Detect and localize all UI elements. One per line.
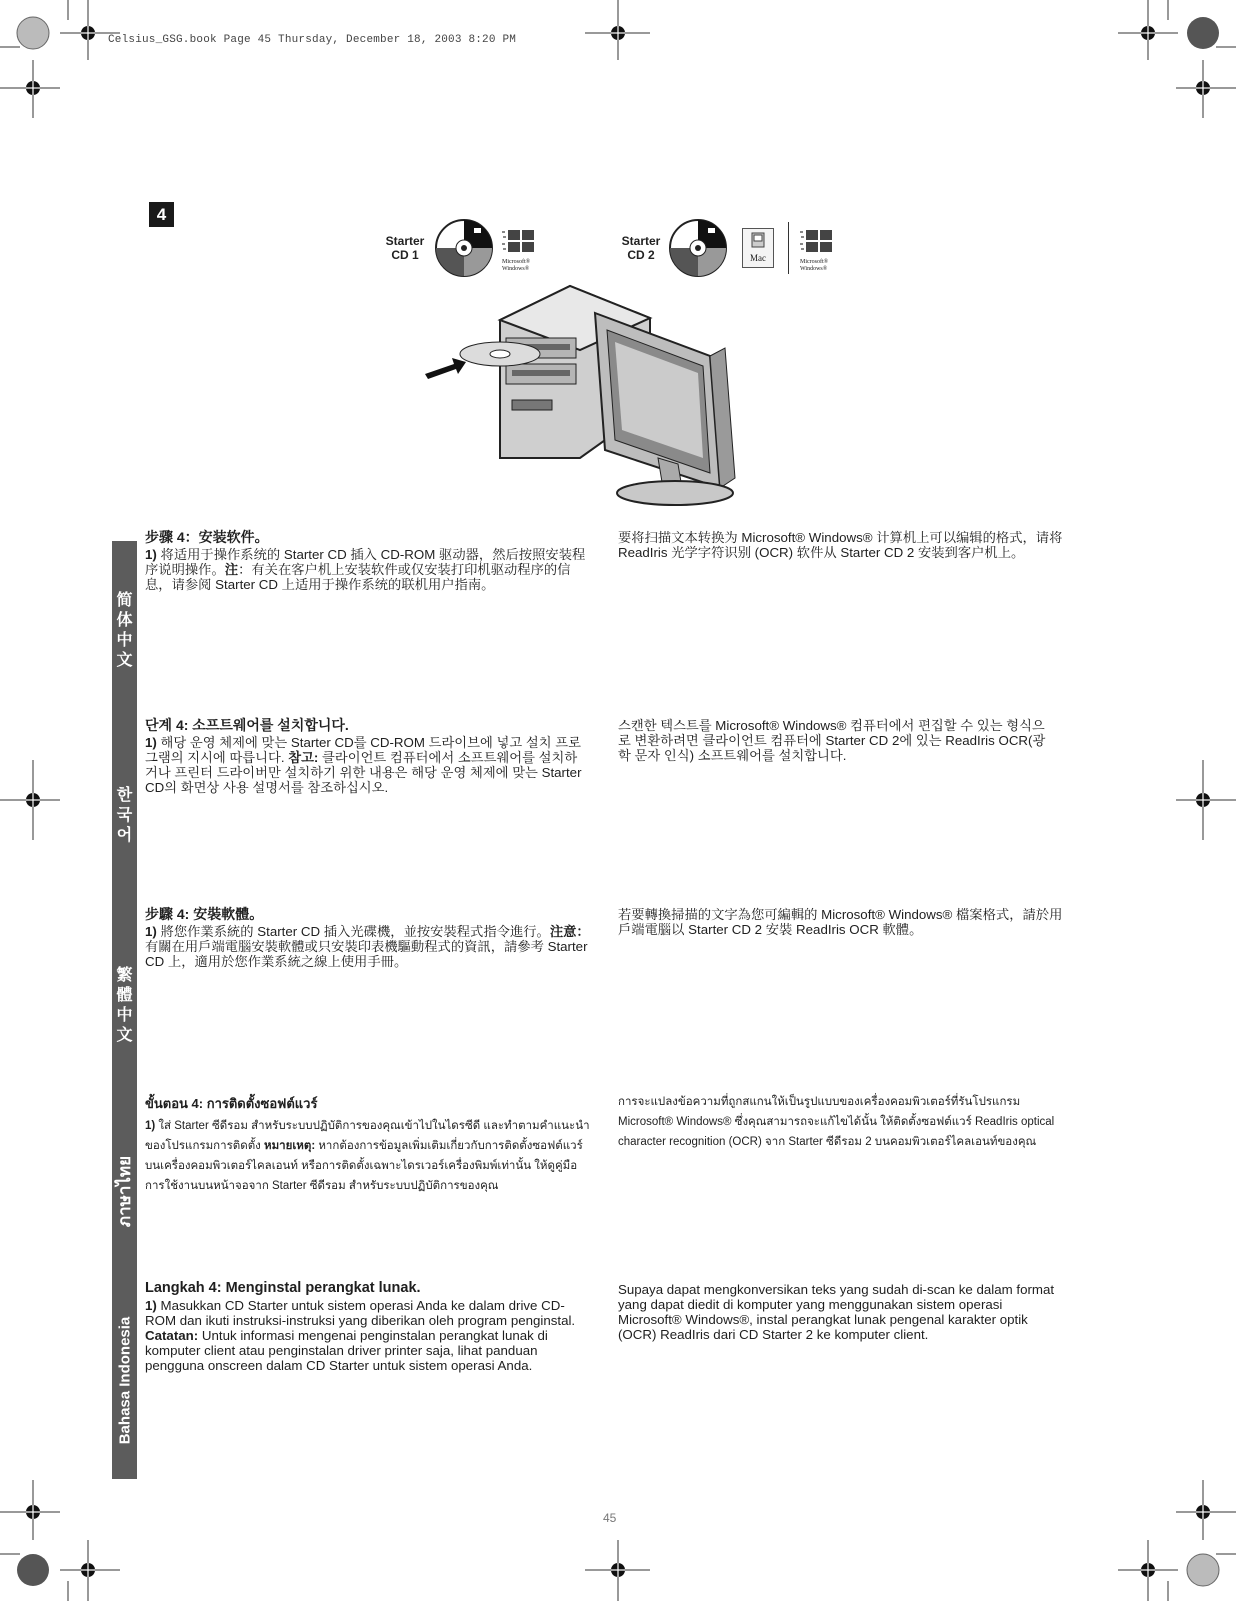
th-side-text: ภาษาไทย (115, 1155, 135, 1227)
note-label: 注 (224, 562, 239, 577)
sidebar-label-zh-tw (112, 911, 137, 1101)
mac-logo-icon (742, 228, 774, 268)
body-part-2: 有關在用戶端電腦安裝軟體或只安裝印表機驅動程式的資訊，請參考 Starter CD 上，適用於您作業系統之線上使用手冊。 (145, 939, 588, 969)
section-title: 步骤 4：安装软件。 (145, 529, 269, 545)
cd2-label (616, 234, 666, 262)
note-label: Catatan: (145, 1328, 199, 1343)
section-zh-cn-right (618, 530, 1063, 560)
step-number: 1) (145, 1120, 156, 1132)
cd2-label-line2: CD 2 (627, 248, 655, 262)
zh-tw-side-text: 繁體中文 (116, 967, 133, 1044)
cd2-label-line1: Starter (621, 234, 661, 248)
sidebar-label-ko (112, 721, 137, 911)
sidebar-label-zh-cn (112, 541, 137, 721)
section-body (145, 735, 585, 795)
section-body (145, 1298, 585, 1373)
cd-disc-icon (434, 218, 494, 278)
body-part-1: 해당 운영 체제에 맞는 Starter CD를 CD-ROM 드라이브에 넣고 설치 프로그램의 지시에 따릅니다. (145, 735, 581, 765)
cd-disc-icon (668, 218, 728, 278)
cd1-label-line1: Starter (385, 234, 425, 248)
section-th-right (618, 1092, 1063, 1152)
section-zh-tw-left (145, 907, 590, 969)
section-id-right (618, 1282, 1063, 1342)
note-label: 참고: (288, 750, 319, 765)
section-th-left (145, 1094, 590, 1196)
cd1-group (380, 218, 540, 278)
sidebar-label-th (112, 1101, 137, 1281)
section-zh-cn-left (145, 530, 590, 592)
id-side-text: Bahasa Indonesia (116, 1316, 134, 1444)
mac-label: Mac (750, 253, 766, 263)
logo-divider (788, 222, 789, 274)
section-title: Langkah 4: Menginstal perangkat lunak. (145, 1280, 421, 1296)
step-number: 1) (145, 735, 157, 750)
zh-cn-side-text: 简体中文 (116, 592, 133, 669)
section-right-text: 스캔한 텍스트를 Microsoft® Windows® 컴퓨터에서 편집할 수 있는 형식으로 변환하려면 클라이언트 컴퓨터에 Starter CD 2에 있는 ReadIris OCR(광학 문자 인식) 소프트웨어를 설치합니다. (618, 718, 1046, 763)
computer-illustration (420, 278, 760, 510)
cd2-group (616, 218, 846, 278)
section-right-text: 要将扫描文本转换为 Microsoft® Windows® 计算机上可以编辑的格式，请将 ReadIris 光学字符识别 (OCR) 软件从 Starter CD 2 安装到客户机上。 (618, 530, 1063, 560)
cd1-label-line2: CD 1 (391, 248, 419, 262)
section-ko-left (145, 718, 585, 795)
page-number: 45 (603, 1511, 617, 1525)
section-title: ขั้นตอน 4: การติดตั้งซอฟต์แวร์ (145, 1096, 318, 1111)
body-part-1: 将适用于操作系统的 Starter CD 插入 CD-ROM 驱动器，然后按照安装程序说明操作。 (145, 547, 586, 577)
ms-logo-line1: Microsoft® (800, 259, 829, 265)
language-sidebar (112, 541, 137, 1479)
section-title: 단계 4: 소프트웨어를 설치합니다. (145, 717, 349, 733)
section-body (145, 924, 590, 969)
section-body (145, 1116, 590, 1196)
ms-logo-line2: Windows® (502, 266, 530, 272)
step-number: 1) (145, 547, 157, 562)
step-number: 1) (145, 1298, 157, 1313)
body-part-2: หากต้องการข้อมูลเพิ่มเติมเกี่ยวกับการติดตั้งซอฟต์แวร์บนเครื่องคอมพิวเตอร์ไคลเอนท์ หรือการติดตั้งเฉพาะไดรเวอร์เครื่องพิมพ์เท่านั้น ให้ดูคู่มือการใช้งานบนหน้าจอจาก Starter ซีดีรอม สำหรับระบบปฏิบัติการของคุณ (145, 1140, 583, 1192)
step-badge: 4 (149, 202, 174, 227)
section-body (145, 547, 590, 592)
body-part-1: ใส่ Starter ซีดีรอม สำหรับระบบปฏิบัติการของคุณเข้าไปในไดรซีดี และทำตามคำแนะนำของโปรแกรมการติดตั้ง (145, 1120, 590, 1152)
ko-side-text: 한국어 (116, 787, 133, 844)
body-part-2: 클라이언트 컴퓨터에서 소프트웨어를 설치하거나 프린터 드라이버만 설치하기 위한 내용은 해당 운영 체제에 맞는 Starter CD의 화면상 사용 설명서를 참조하십시오. (145, 750, 582, 795)
section-right-text: Supaya dapat mengkonversikan teks yang sudah di-scan ke dalam format yang dapat diedit di komputer yang menggunakan sistem operasi Microsoft® Windows®, instal perangkat lunak pengenal karakter optik (OCR) ReadIris dari CD Starter 2 ke komputer client. (618, 1282, 1055, 1342)
section-right-text: 若要轉換掃描的文字為您可編輯的 Microsoft® Windows® 檔案格式，請於用戶端電腦以 Starter CD 2 安裝 ReadIris OCR 軟體。 (618, 907, 1063, 937)
ms-logo-line1: Microsoft® (502, 259, 531, 265)
print-header: Celsius_GSG.book Page 45 Thursday, December 18, 2003 8:20 PM (108, 34, 517, 46)
windows-logo-icon (502, 228, 542, 273)
body-part-2: Untuk informasi mengenai penginstalan perangkat lunak di komputer client atau penginstalan driver printer saja, lihat panduan pengguna onscreen dalam CD Starter untuk sistem operasi Anda. (145, 1328, 548, 1373)
note-label: 注意： (549, 924, 590, 939)
ms-logo-line2: Windows® (800, 266, 828, 272)
body-part-2: ：有关在客户机上安装软件或仅安装打印机驱动程序的信息，请参阅 Starter CD 上适用于操作系统的联机用户指南。 (145, 562, 571, 592)
step-number: 1) (145, 924, 157, 939)
note-label: หมายเหตุ: (263, 1140, 316, 1152)
windows-logo-icon (800, 228, 840, 273)
body-part-1: 將您作業系統的 Starter CD 插入光碟機，並按安裝程式指令進行。 (156, 924, 550, 939)
sidebar-label-id (112, 1281, 137, 1479)
section-title: 步驟 4: 安裝軟體。 (145, 906, 264, 922)
cd1-label (380, 234, 430, 262)
section-ko-right (618, 718, 1048, 763)
section-id-left (145, 1281, 585, 1373)
section-right-text: การจะแปลงข้อความที่ถูกสแกนให้เป็นรูปแบบของเครื่องคอมพิวเตอร์ที่รันโปรแกรม Microsoft® Windows® ซึ่งคุณสามารถจะแก้ไขได้นั้น ให้ติดตั้งซอฟต์แวร์ ReadIris optical character recognition (OCR) จาก Starter ซีดีรอม 2 บนคอมพิวเตอร์ไคลเอนท์ของคุณ (618, 1096, 1055, 1148)
body-part-1: Masukkan CD Starter untuk sistem operasi Anda ke dalam drive CD-ROM dan ikuti instruksi-instruksi yang diberikan oleh program penginstal. (145, 1298, 576, 1328)
section-zh-tw-right (618, 907, 1063, 937)
